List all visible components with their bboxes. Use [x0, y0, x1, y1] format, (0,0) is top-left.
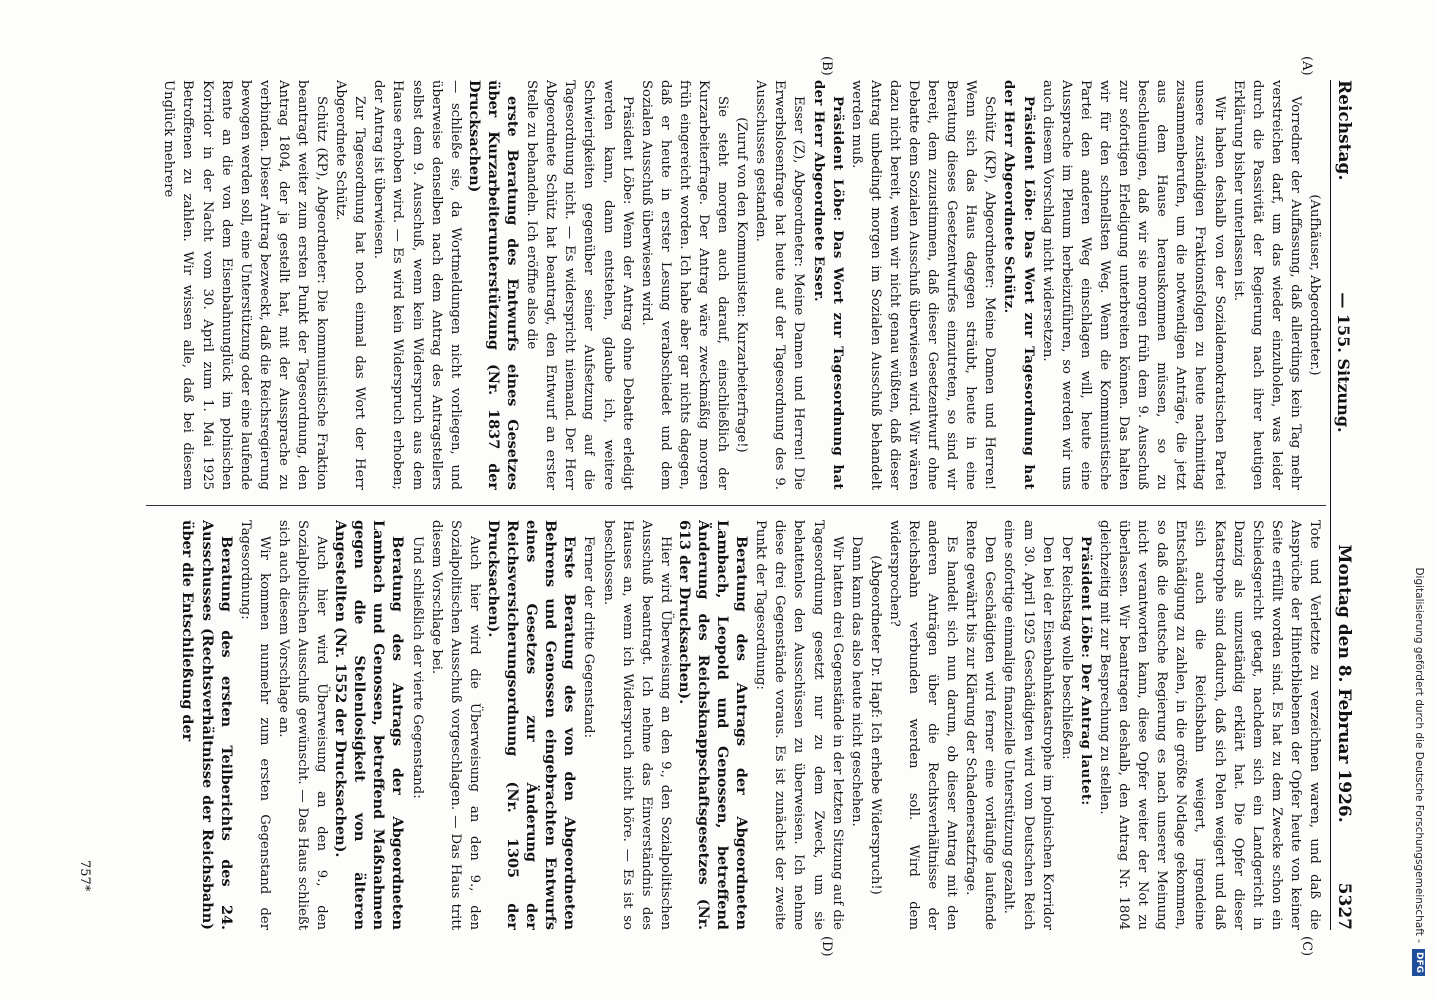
- left-column: [0, 80, 1324, 490]
- column-divider: [146, 505, 1326, 506]
- header-left: Reichstag.: [1334, 80, 1354, 181]
- interjection: (Abgeordneter Dr. Hapf: Ich erhebe Widerspruch!): [867, 555, 883, 895]
- motion-text: Den bei der Eisenbahnkatastrophe im polnischen Korridor am 30. April 1925 Geschädigten wird vom Deutschen Reich eine sofortige einmalige finanzielle Unterstützung gezahlt.: [1001, 520, 1055, 930]
- agenda-item: Erste Beratung des von den Abgeordneten Behrens und Genossen eingebrachten Entwurfs eines Gesetzes zur Änderung der Reichsversicherungsordnung (Nr. 1305 der Drucksachen).: [484, 520, 579, 930]
- paragraph: Hier wird Überweisung an den 9., den Sozialpolitischen Ausschuß beantragt. Ich nehme das Einverständnis des Hauses an, wenn ich Widerspruch nicht höre. — Es ist so beschlossen.: [600, 520, 673, 930]
- header-date: Montag den 8. Februar 1926.: [1334, 544, 1354, 823]
- margin-mark-c: (C): [1299, 936, 1314, 957]
- margin-mark-a: (A): [1299, 56, 1314, 76]
- agenda-item: erste Beratung des Entwurfs eines Gesetzes über Kurzarbeiterunterstützung (Nr. 1837 der Drucksachen): [465, 80, 522, 490]
- digitization-credit: [1404, 0, 1434, 1000]
- paragraph: Ferner der dritte Gegenstand:: [581, 536, 597, 739]
- paragraph: Dann kann das also heute nicht geschehen.: [848, 536, 864, 827]
- paragraph: Schütz (KP), Abgeordneter: Die kommunistische Fraktion beantragt weiter zum ersten Punkt der Tagesordnung, den Antrag 1804, der ja gestellt hat, mit der Aussprache zu verbinden. Dieser Antrag bezweckt, daß die Reichsregierung bewogen werden soll, eine Unterstützung oder eine laufende Rente an die von dem Eisenbahnunglück im polnischen Korridor in der Nacht vom 30. April zum 1. Mai 1925 Betroffenen zu zahlen. Wir wissen alle, daß bei diesem Unglück mehrere: [161, 80, 330, 490]
- paragraph: Präsident Löbe: Der Antrag lautet:: [1077, 536, 1093, 806]
- paragraph: Wir haben deshalb von der Sozialdemokratischen Partei unsere zuständigen Fraktionsfolgen zu heute nachmittag zusammenberufen, um die notwendigen Anträge, die jetzt aus dem Hause herauskommen müssen, so zu beschleunigen, daß wir sie morgen früh dem 9. Ausschuß zur sofortigen Erledigung unterbreiten können. Das halten wir für den schnellsten Weg. Wenn die Kommunistische Partei den anderen Weg einschlagen will, heute eine Aussprache im Plenum herbeizuführen, so werden wir uns auch diesem Vorschlag nicht widersetzen.: [1039, 80, 1227, 490]
- paragraph: Esser (Z), Abgeordneter: Meine Damen und Herren! Die Erwerbslosenfrage hat heute auf der Tagesordnung des 9. Ausschusses gestanden.: [753, 80, 807, 490]
- paragraph: Sie steht morgen auch darauf, einschließlich der Kurzarbeiterfrage. Der Antrag wäre zweckmäßig morgen früh eingereicht worden. Ich habe aber gar nichts dagegen, daß er heute in erster Lesung verabschiedet und dem Sozialen Ausschuß überwiesen wird.: [638, 80, 731, 490]
- paragraph: Präsident Löbe: Das Wort zur Tagesordnung hat der Herr Abgeordnete Schütz.: [1001, 80, 1036, 490]
- paragraph: Auch hier wird Überweisung an den 9., den Sozialpolitischen Ausschuß gewünscht. — Das Haus schließt sich auch diesem Vorschlage an.: [275, 520, 330, 930]
- paragraph: Der Reichstag wolle beschließen:: [1058, 536, 1074, 760]
- paragraph: Und schließlich der vierte Gegenstand:: [409, 536, 425, 799]
- paragraph: Es handelt sich nun darum, ob dieser Antrag mit den anderen Anträgen über die Rechtsverhältnisse der Reichsbahn verbunden werden soll. Wird dem widersprochen?: [886, 520, 960, 930]
- paragraph: Tote und Verletzte zu verzeichnen waren, und daß die Ansprüche der Hinterbliebenen der Opfer heute von keiner Seite erfüllt worden sind. Es hat zu dem Zwecke schon ein Schiedsgericht getagt, nachdem sich ein Landgericht in Danzig als unzuständig erklärt hat. Die Opfer dieser Katastrophe sind dadurch, daß sich Polen weigert und daß sich auch die Reichsbahn weigert, irgendeine Entschädigung zu zahlen, in die größte Notlage gekommen, so daß die deutsche Regierung es nach unserer Meinung nicht verantworten kann, diese Opfer weiter der Not zu überlassen. Wir beantragen deshalb, den Antrag Nr. 1804 gleichzeitig mit zur Besprechung zu stellen.: [1096, 520, 1322, 930]
- motion-text: Den Geschädigten wird ferner eine vorläufige laufende Rente gewährt bis zur Klärung der Schadenersatzfrage.: [963, 520, 998, 930]
- dfg-logo: DFG: [1413, 949, 1426, 976]
- paragraph: Präsident Löbe: Das Wort zur Tagesordnung hat der Herr Abgeordnete Esser.: [810, 80, 845, 490]
- interjection: (Zuruf von den Kommunisten: Kurzarbeiterfrage!): [734, 117, 750, 453]
- page-footer: 757*: [77, 860, 92, 892]
- credit-text: Digitalisierung gefördert durch die Deutsche Forschungsgemeinschaft -: [1413, 567, 1425, 943]
- paragraph: Wir kommen nunmehr zum ersten Gegenstand der Tagesordnung:: [237, 520, 272, 930]
- speaker-note: (Aufhäuser, Abgeordneter.): [1307, 194, 1322, 376]
- paragraph: — schließe sie, da Wortmeldungen nicht vorliegen, und überweise denselben nach dem Antrag des Antragstellers selbst dem 9. Ausschuß, wenn kein Widerspruch aus dem Hause erhoben wird. — Es wird kein Widerspruch erhoben; der Antrag ist überwiesen.: [371, 80, 463, 490]
- header-center: — 155. Sitzung.: [1334, 292, 1353, 433]
- margin-mark-d: (D): [819, 936, 834, 957]
- page-number: 5327: [1334, 882, 1354, 930]
- agenda-item: Beratung des Antrags der Abgeordneten Lambach und Genossen, betreffend Maßnahmen gegen die Stellenlosigkeit von älteren Angestellten (Nr. 1552 der Drucksachen).: [332, 520, 407, 930]
- paragraph: Präsident Löbe: Wenn der Antrag ohne Debatte erledigt werden kann, dann entstehen, glaube ich, weitere Schwierigkeiten gegenüber seiner Aufsetzung auf die Tagesordnung nicht. — Es widerspricht niemand. Der Herr Abgeordnete Schütz hat beantragt, den Entwurf an erster Stelle zu behandeln. Ich eröffne also die: [524, 80, 635, 490]
- paragraph: Wir hatten drei Gegenstände in der letzten Sitzung auf die Tagesordnung gesetzt nur zu dem Zweck, um sie behattenlos den Ausschüssen zu überweisen. Ich nehme diese drei Gegenstände voraus. Es ist zunächst der zweite Punkt der Tagesordnung:: [753, 520, 845, 930]
- agenda-item: Beratung des ersten Teilberichts des 24. Ausschusses (Rechtsverhältnisse der Reichsbahn) über die Entschließung der: [179, 520, 235, 930]
- paragraph: Zur Tagesordnung hat noch einmal das Wort der Herr Abgeordnete Schütz.: [333, 80, 368, 490]
- paragraph: Schütz (KP), Abgeordneter: Meine Damen und Herren! Wenn sich das Haus dagegen sträubt, heute in eine Beratung dieses Gesetzentwurfes einzutreten, so sind wir bereit, dem zuzustimmen, daß dieser Gesetzentwurf ohne Debatte dem Sozialen Ausschuß überwiesen wird. Wir wären dazu nicht bereit, wenn wir nicht genau wüßten, daß dieser Antrag unbedingt morgen im Sozialen Ausschuß behandelt werden muß.: [848, 80, 998, 490]
- agenda-item: Beratung des Antrags der Abgeordneten Lambach, Leopold und Genossen, betreffend Änderung des Reichsknappschaftsgesetzes (Nr. 613 der Drucksachen).: [675, 520, 751, 930]
- paragraph: Vorredner der Auffassung, daß allerdings kein Tag mehr verstreichen darf, um das wieder einzuholen, was leider durch die Passivität der Regierung nach ihrer heutigen Erklärung bisher unterlassen ist.: [1230, 80, 1303, 490]
- right-column: [0, 520, 1324, 930]
- running-header: [1330, 80, 1366, 930]
- paragraph: Auch hier wird die Überweisung an den 9., den Sozialpolitischen Ausschuß vorgeschlagen. — Das Haus tritt diesem Vorschlage bei.: [428, 520, 482, 930]
- margin-mark-b: (B): [819, 56, 834, 76]
